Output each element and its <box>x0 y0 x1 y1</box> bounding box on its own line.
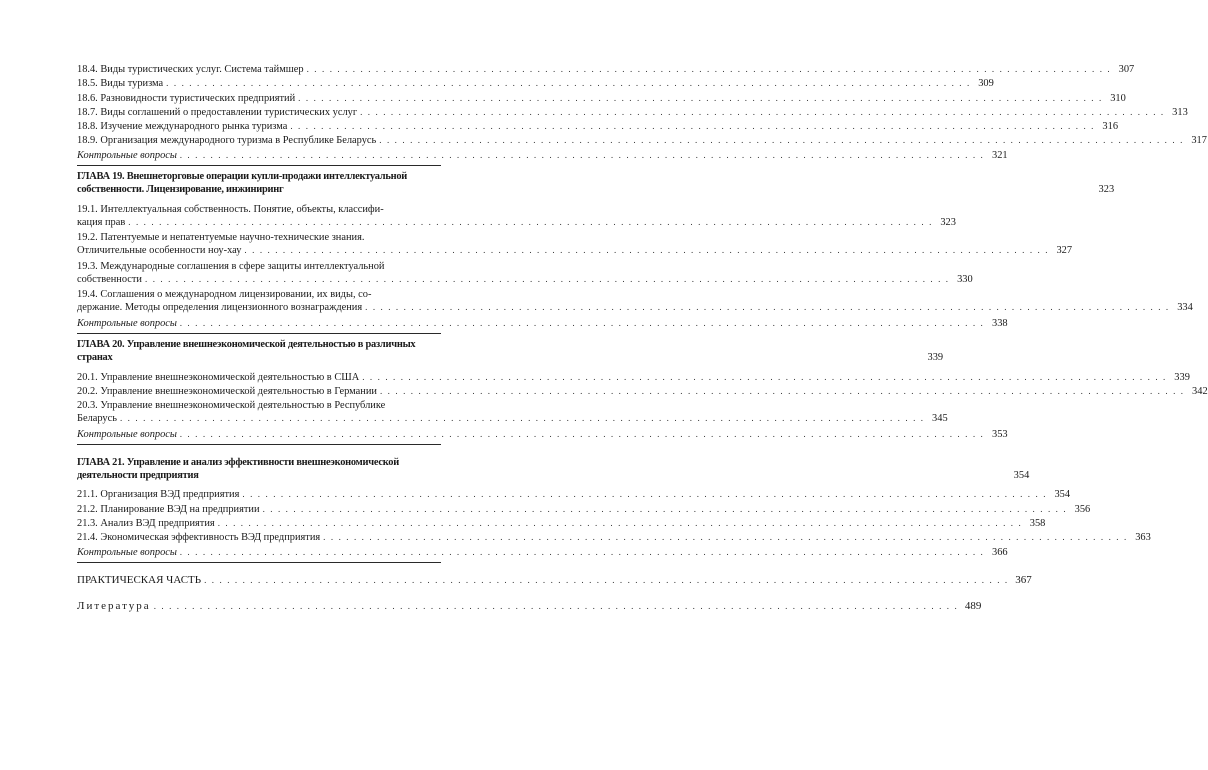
toc-entry-20-1 <box>77 371 1190 384</box>
dot-leader: . . . . . . . . . . . . . . . . . . . . . . . . . . . . . . . . . . . . . . . . . . . . . . . . . . . . . . . . . . . . . . . . . . . . . . . . . . . . . . . . . . . . . . . . . . . . . . . . . . . . . . . . . <box>179 150 985 160</box>
entry-title: 21.4. Экономическая эффективность ВЭД предприятия <box>77 532 321 543</box>
section-divider <box>77 165 441 166</box>
page-number: 327 <box>1056 245 1073 256</box>
toc-entry-questions-19 <box>77 317 1008 330</box>
entry-title: 20.2. Управление внешнеэкономической деятельностью в Германии <box>77 386 377 397</box>
dot-leader: . . . . . . . . . . . . . . . . . . . . . . . . . . . . . . . . . . . . . . . . . . . . . . . . . . . . . . . . . . . . . . . . . . . . . . . . . . . . . . . . . . . . . . . . . . . . . . . . . . . . . . . . . <box>128 217 933 227</box>
entry-title: ПРАКТИЧЕСКАЯ ЧАСТЬ <box>77 574 202 586</box>
toc-entry-literature <box>77 600 982 613</box>
page-number: 339 <box>1174 372 1190 383</box>
toc-entry-questions-21 <box>77 546 1008 559</box>
page-number: 307 <box>1118 64 1135 75</box>
entry-title-line1: 19.2. Патентуемые и непатентуемые научно-технические знания. <box>77 232 365 243</box>
toc-entry-18-6 <box>77 92 1126 105</box>
chapter-title-line1: ГЛАВА 20. Управление внешнеэкономической деятельностью в различных <box>77 339 416 350</box>
section-divider <box>77 562 441 563</box>
entry-title-line2: Отличительные особенности ноу-хау <box>77 245 242 256</box>
page-number: 338 <box>992 318 1008 329</box>
page-number: 489 <box>964 600 982 612</box>
toc-entry-21-4 <box>77 531 1151 544</box>
toc-entry-18-7 <box>77 106 1188 119</box>
dot-leader: . . . . . . . . . . . . . . . . . . . . . . . . . . . . . . . . . . . . . . . . . . . . . . . . . . . . . . . . . . . . . . . . . . . . . . . . . . . . . . . . . . . . . . . . . . . . . . . . . . . . . . . . . <box>179 318 985 328</box>
entry-title: 21.3. Анализ ВЭД предприятия <box>77 518 215 529</box>
dot-leader: . . . . . . . . . . . . . . . . . . . . . . . . . . . . . . . . . . . . . . . . . . . . . . . . . . . . . . . . . . . . . . . . . . . . . . . . . . . . . . . . . . . . . . . . . . . . . . . . . . . . . . . . . <box>379 135 1184 145</box>
dot-leader: . . . . . . . . . . . . . . . . . . . . . . . . . . . . . . . . . . . . . . . . . . . . . . . . . . . . . . . . . . . . . . . . . . . . . . . . . . . . . . . . . . . . . . . . . . . . . . . . . . . . . . . . . <box>179 429 985 439</box>
entry-title: 21.2. Планирование ВЭД на предприятии <box>77 504 260 515</box>
chapter-title-line2: странах <box>77 352 113 363</box>
toc-entry-21-2 <box>77 503 1091 516</box>
page-number: 367 <box>1015 574 1032 586</box>
toc-entry-questions-18 <box>77 149 1008 162</box>
dot-leader: . . . . . . . . . . . . . . . . . . . . . . . . . . . . . . . . . . . . . . . . . . . . . . . . . . . . . . . . . . . . . . . . . . . . . . . . . . . . . . . . . . . . . . . . . . . . . . . . . . . . . . . . . <box>244 245 1050 255</box>
page-number: 356 <box>1074 504 1091 515</box>
toc-entry-21-1 <box>77 488 1071 501</box>
section-divider <box>77 333 441 334</box>
toc-entry-practical <box>77 574 1032 587</box>
entry-title-line1: 19.4. Соглашения о международном лицензировании, их виды, со- <box>77 289 372 300</box>
chapter-title-line2: деятельности предприятия <box>77 470 199 481</box>
chapter-title-line1: ГЛАВА 21. Управление и анализ эффективности внешнеэкономической <box>77 457 399 468</box>
entry-title: 18.7. Виды соглашений о предоставлении туристических услуг <box>77 107 358 118</box>
toc-entry-18-4 <box>77 63 1135 76</box>
toc-entry-19-2 <box>77 231 1073 257</box>
page-number: 317 <box>1191 135 1207 146</box>
dot-leader: . . . . . . . . . . . . . . . . . . . . . . . . . . . . . . . . . . . . . . . . . . . . . . . . . . . . . . . . . . . . . . . . . . . . . . . . . . . . . . . . . . . . . . . . . . . . . . . . . . . . . . . . . <box>179 547 985 557</box>
chapter-21-heading <box>77 456 1030 482</box>
page-number: 342 <box>1192 386 1208 397</box>
page-number: 334 <box>1177 302 1193 313</box>
entry-title: 20.1. Управление внешнеэкономической деятельностью в США <box>77 372 360 383</box>
page-number: 321 <box>992 150 1008 161</box>
entry-title-line1: 19.1. Интеллектуальная собственность. Понятие, объекты, классифи- <box>77 204 384 215</box>
dot-leader: . . . . . . . . . . . . . . . . . . . . . . . . . . . . . . . . . . . . . . . . . . . . . . . . . . . . . . . . . . . . . . . . . . . . . . . . . . . . . . . . . . . . . . . . . . . . . . . . . . . . . . . . . <box>362 372 1167 382</box>
toc-entry-19-3 <box>77 260 973 286</box>
entry-title: 18.8. Изучение международного рынка туризма <box>77 121 288 132</box>
dot-leader: . . . . . . . . . . . . . . . . . . . . . . . . . . . . . . . . . . . . . . . . . . . . . . . . . . . . . . . . . . . . . . . . . . . . . . . . . . . . . . . . . . . . . . . . . . . . . . . . . . . . . . . . . <box>323 532 1128 542</box>
toc-entry-21-3 <box>77 517 1046 530</box>
page-number: 323 <box>940 217 956 228</box>
page-number: 354 <box>1054 489 1071 500</box>
dot-leader: . . . . . . . . . . . . . . . . . . . . . . . . . . . . . . . . . . . . . . . . . . . . . . . . . . . . . . . . . . . . . . . . . . . . . . . . . . . . . . . . . . . . . . . . . . . . . . . . . . . . . . . . . <box>360 107 1165 117</box>
toc-entry-18-5 <box>77 77 994 90</box>
entry-title: Литература <box>77 600 151 612</box>
dot-leader: . . . . . . . . . . . . . . . . . . . . . . . . . . . . . . . . . . . . . . . . . . . . . . . . . . . . . . . . . . . . . . . . . . . . . . . . . . . . . . . . . . . . . . . . . . . . . . . . . . . . . . . . . <box>145 274 950 284</box>
page-number: 339 <box>927 352 944 363</box>
dot-leader: . . . . . . . . . . . . . . . . . . . . . . . . . . . . . . . . . . . . . . . . . . . . . . . . . . . . . . . . . . . . . . . . . . . . . . . . . . . . . . . . . . . . . . . . . . . . . . . . . . . . . . . . . <box>166 78 971 88</box>
page-number: 310 <box>1110 93 1126 104</box>
entry-title-line1: 20.3. Управление внешнеэкономической деятельностью в Республике <box>77 400 386 411</box>
page-number: 313 <box>1172 107 1188 118</box>
entry-title: 18.4. Виды туристических услуг. Система таймшер <box>77 64 304 75</box>
dot-leader: . . . . . . . . . . . . . . . . . . . . . . . . . . . . . . . . . . . . . . . . . . . . . . . . . . . . . . . . . . . . . . . . . . . . . . . . . . . . . . . . . . . . . . . . . . . . . . . . . . . . . . . . . <box>119 413 925 423</box>
toc-entry-questions-20 <box>77 428 1008 441</box>
dot-leader: . . . . . . . . . . . . . . . . . . . . . . . . . . . . . . . . . . . . . . . . . . . . . . . . . . . . . . . . . . . . . . . . . . . . . . . . . . . . . . . . . . . . . . . . . . . . . . . . . . . . . . . . . <box>290 121 1096 131</box>
page-number: 363 <box>1135 532 1151 543</box>
page-number: 309 <box>978 78 994 89</box>
entry-title: Контрольные вопросы <box>77 318 177 329</box>
entry-title-line1: 19.3. Международные соглашения в сфере защиты интеллектуальной <box>77 261 385 272</box>
page-number: 323 <box>1098 184 1115 195</box>
toc-entry-19-4 <box>77 288 1193 314</box>
dot-leader: . . . . . . . . . . . . . . . . . . . . . . . . . . . . . . . . . . . . . . . . . . . . . . . . . . . . . . . . . . . . . . . . . . . . . . . . . . . . . . . . . . . . . . . . . . . . . . . . . . . . . . . . . <box>204 575 1009 585</box>
chapter-title-line2: собственности. Лицензирование, инжиниринг <box>77 184 284 195</box>
entry-title: 18.6. Разновидности туристических предприятий <box>77 93 296 104</box>
page-number: 330 <box>957 274 973 285</box>
dot-leader: . . . . . . . . . . . . . . . . . . . . . . . . . . . . . . . . . . . . . . . . . . . . . . . . . . . . . . . . . . . . . . . . . . . . . . . . . . . . . . . . . . . . . . . . . . . . . . . . . . . . . . . . . <box>365 302 1170 312</box>
page-number: 358 <box>1029 518 1046 529</box>
page-number: 353 <box>992 429 1008 440</box>
dot-leader: . . . . . . . . . . . . . . . . . . . . . . . . . . . . . . . . . . . . . . . . . . . . . . . . . . . . . . . . . . . . . . . . . . . . . . . . . . . . . . . . . . . . . . . . . . . . . . . . . . . . . . . . . <box>306 64 1112 74</box>
page-number: 316 <box>1102 121 1119 132</box>
entry-title: 21.1. Организация ВЭД предприятия <box>77 489 240 500</box>
entry-title-line2: кация прав <box>77 217 126 228</box>
chapter-title-line1: ГЛАВА 19. Внешнеторговые операции купли-продажи интеллектуальной <box>77 171 408 182</box>
entry-title: Контрольные вопросы <box>77 429 177 440</box>
toc-entry-18-9 <box>77 134 1207 147</box>
entry-title: Контрольные вопросы <box>77 150 177 161</box>
entry-title: Контрольные вопросы <box>77 547 177 558</box>
dot-leader: . . . . . . . . . . . . . . . . . . . . . . . . . . . . . . . . . . . . . . . . . . . . . . . . . . . . . . . . . . . . . . . . . . . . . . . . . . . . . . . . . . . . . . . . . . . . . . . . . . . . . . . . . <box>298 93 1103 103</box>
page-number: 345 <box>932 413 948 424</box>
page-number: 354 <box>1013 470 1030 481</box>
dot-leader: . . . . . . . . . . . . . . . . . . . . . . . . . . . . . . . . . . . . . . . . . . . . . . . . . . . . . . . . . . . . . . . . . . . . . . . . . . . . . . . . . . . . . . . . . . . . . . . . . . . . . . . . . <box>153 601 959 611</box>
entry-title: 18.9. Организация международного туризма в Республике Беларусь <box>77 135 377 146</box>
entry-title-line2: собственности <box>77 274 142 285</box>
entry-title: 18.5. Виды туризма <box>77 78 164 89</box>
toc-entry-19-1 <box>77 203 956 229</box>
section-divider <box>77 444 441 445</box>
entry-title-line2: держание. Методы определения лицензионного вознаграждения <box>77 302 363 313</box>
toc-entry-20-3 <box>77 399 948 425</box>
dot-leader: . . . . . . . . . . . . . . . . . . . . . . . . . . . . . . . . . . . . . . . . . . . . . . . . . . . . . . . . . . . . . . . . . . . . . . . . . . . . . . . . . . . . . . . . . . . . . . . . . . . . . . . . . <box>217 518 1023 528</box>
dot-leader: . . . . . . . . . . . . . . . . . . . . . . . . . . . . . . . . . . . . . . . . . . . . . . . . . . . . . . . . . . . . . . . . . . . . . . . . . . . . . . . . . . . . . . . . . . . . . . . . . . . . . . . . . <box>242 489 1048 499</box>
toc-entry-18-8 <box>77 120 1119 133</box>
dot-leader: . . . . . . . . . . . . . . . . . . . . . . . . . . . . . . . . . . . . . . . . . . . . . . . . . . . . . . . . . . . . . . . . . . . . . . . . . . . . . . . . . . . . . . . . . . . . . . . . . . . . . . . . . <box>262 504 1068 514</box>
page-number: 366 <box>992 547 1008 558</box>
dot-leader: . . . . . . . . . . . . . . . . . . . . . . . . . . . . . . . . . . . . . . . . . . . . . . . . . . . . . . . . . . . . . . . . . . . . . . . . . . . . . . . . . . . . . . . . . . . . . . . . . . . . . . . . . <box>379 386 1185 396</box>
toc-entry-20-2 <box>77 385 1208 398</box>
entry-title-line2: Беларусь <box>77 413 117 424</box>
chapter-19-heading <box>77 170 1115 196</box>
chapter-20-heading <box>77 338 944 364</box>
